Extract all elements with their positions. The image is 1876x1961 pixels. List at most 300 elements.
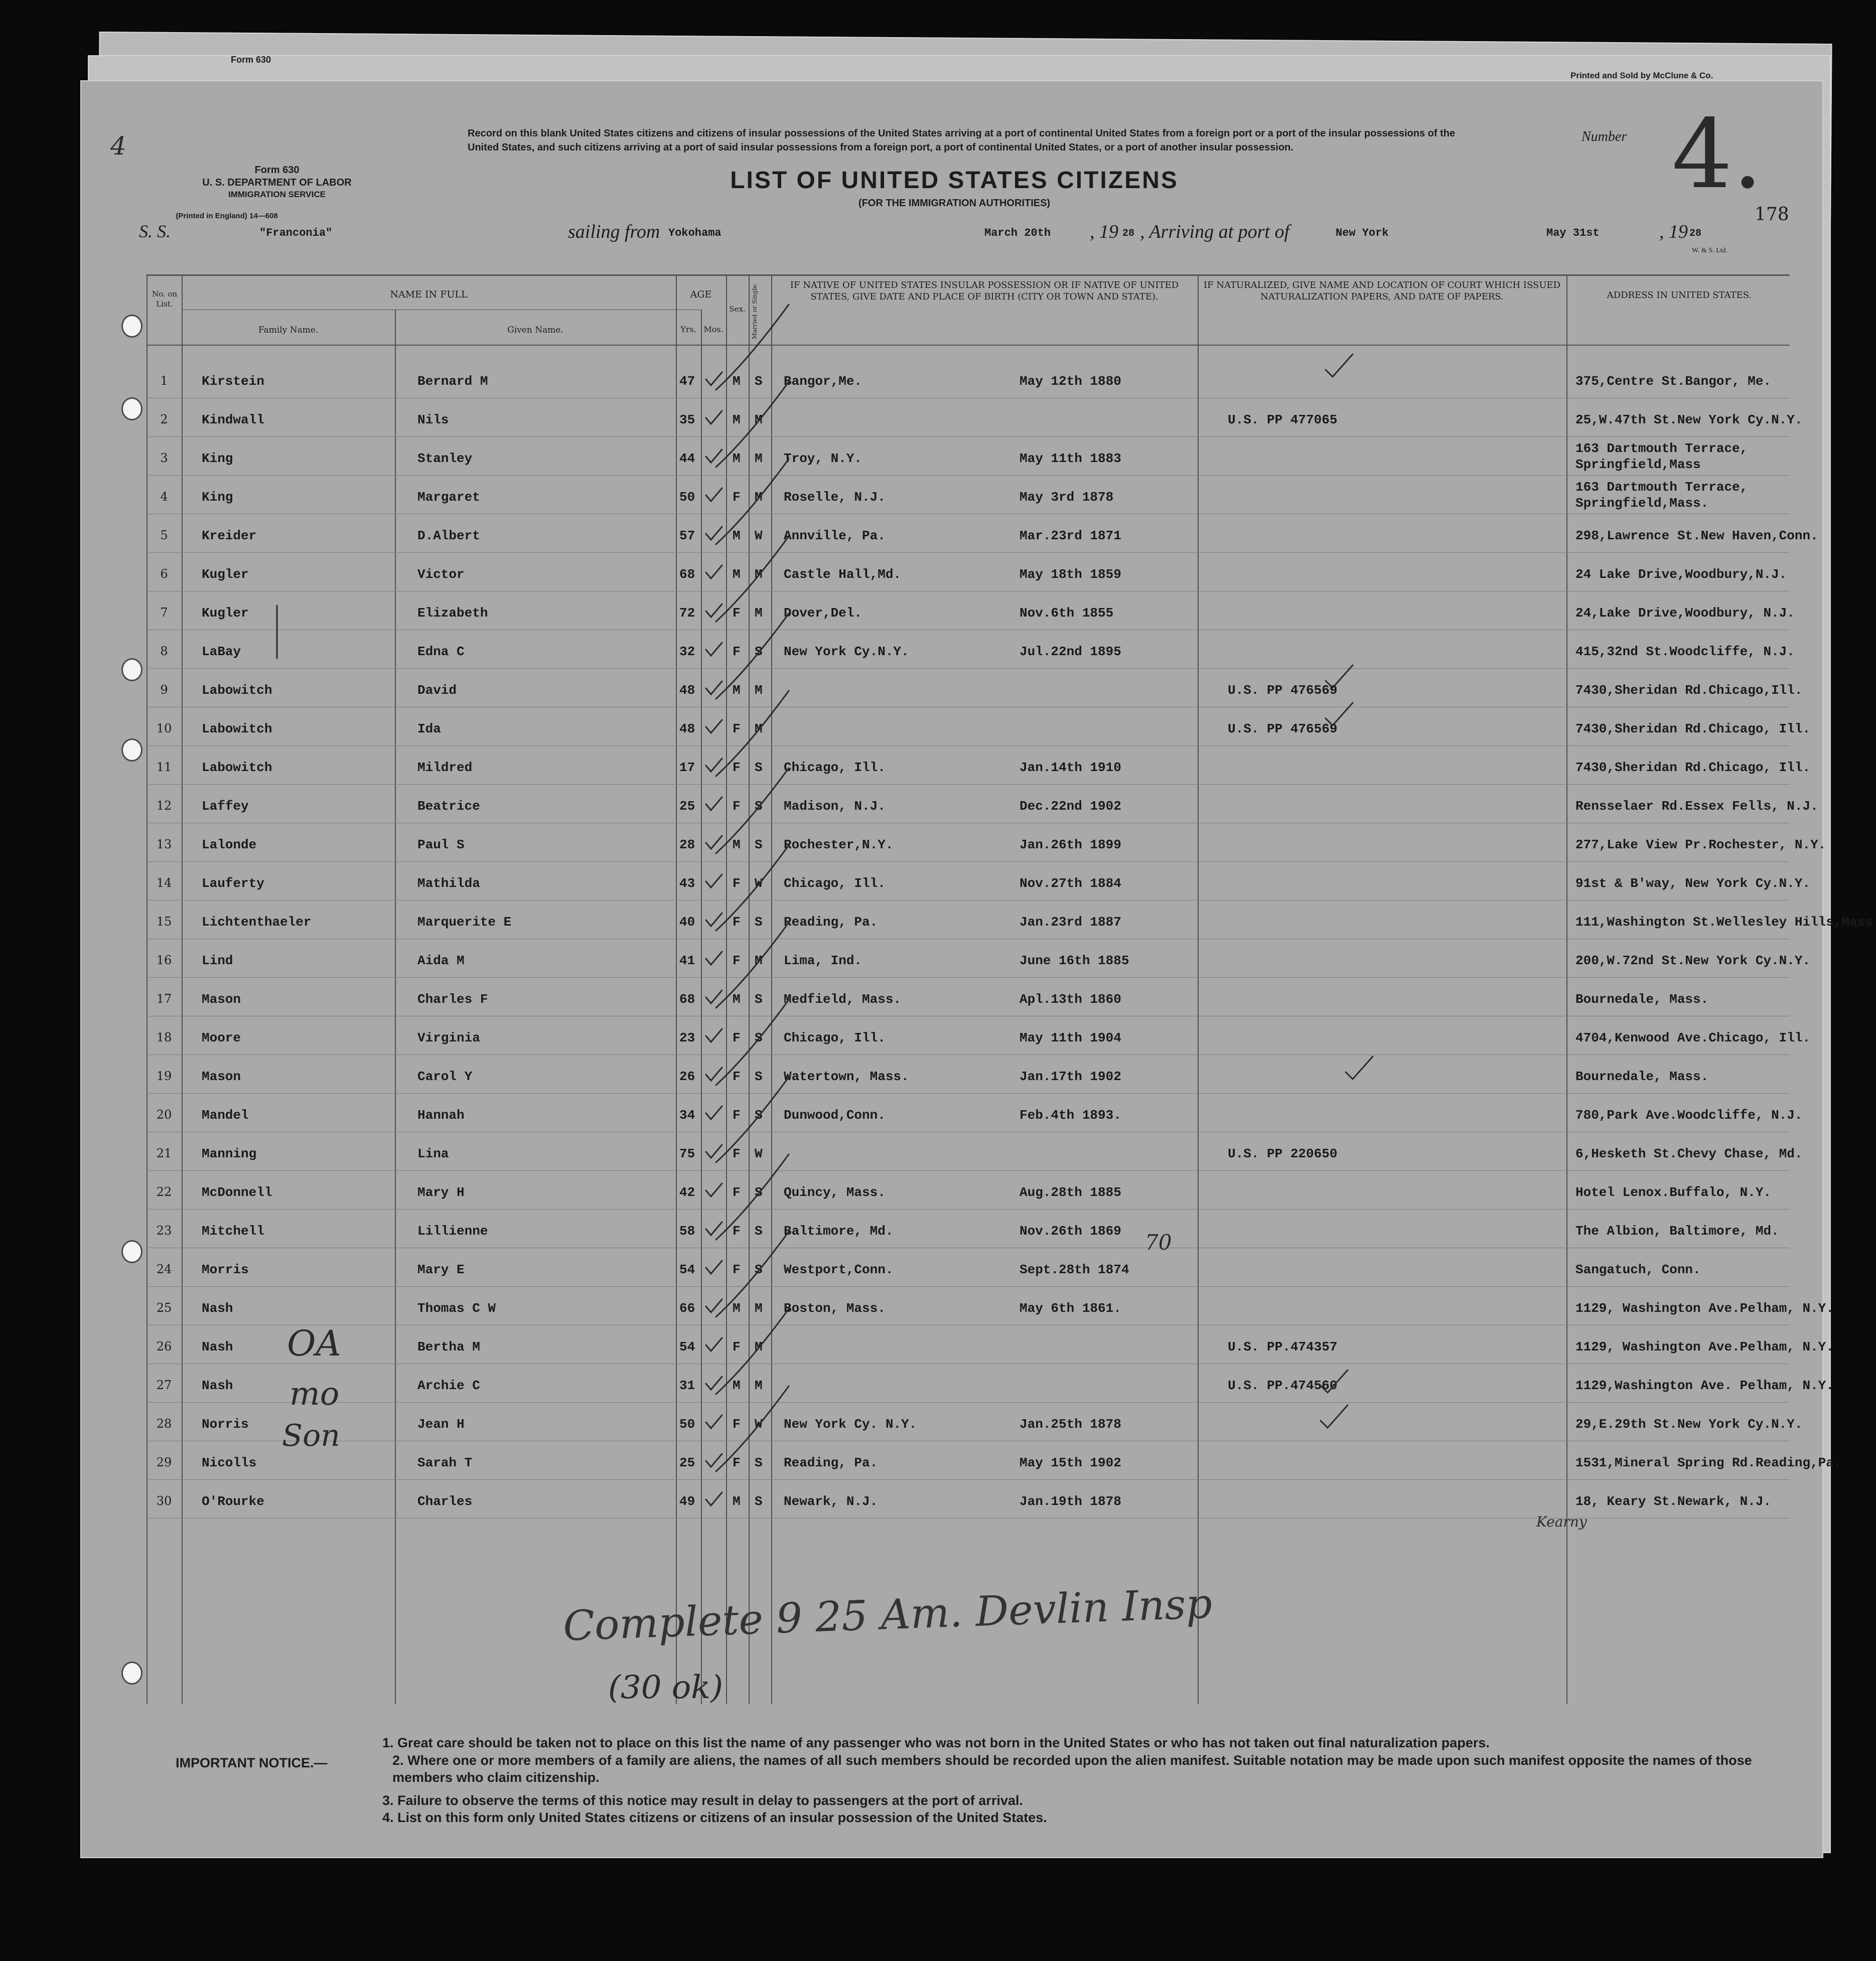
age-years: 49 [679, 1494, 695, 1509]
birth-date: May 18th 1859 [1020, 567, 1121, 582]
row-number: 28 [156, 1417, 172, 1431]
sex: M [733, 1301, 741, 1316]
sex: F [733, 1417, 741, 1432]
family-name: Mason [202, 1069, 241, 1084]
address: 415,32nd St.Woodcliffe, N.J. [1575, 644, 1795, 659]
given-name: David [417, 683, 457, 698]
departure-date: March 20th [984, 227, 1051, 239]
col-age: AGE [690, 289, 712, 300]
naturalization-check [1326, 703, 1353, 725]
sex: F [733, 953, 741, 968]
given-name: Bernard M [417, 374, 488, 389]
marital-status: M [755, 953, 763, 968]
nash-26-note: mo [290, 1376, 340, 1413]
count-note: (30 ok) [608, 1669, 724, 1706]
address: 780,Park Ave.Woodcliffe, N.J. [1575, 1108, 1803, 1123]
given-name: Charles F [417, 992, 488, 1007]
address: 25,W.47th St.New York Cy.N.Y. [1575, 412, 1803, 427]
naturalization: U.S. PP.474357 [1228, 1339, 1338, 1354]
verification-stroke [716, 1386, 789, 1471]
address: 7430,Sheridan Rd.Chicago,Ill. [1575, 683, 1803, 698]
row-number: 2 [160, 412, 168, 426]
sex: M [733, 837, 741, 852]
col-address: ADDRESS IN UNITED STATES. [1607, 290, 1752, 300]
address-line-2: Springfield,Mass [1575, 457, 1701, 472]
verification-stroke [716, 305, 789, 390]
family-name: Morris [202, 1262, 249, 1277]
page-title: LIST OF UNITED STATES CITIZENS [730, 167, 1179, 194]
row-tick-mark [706, 1222, 722, 1235]
address: 24 Lake Drive,Woodbury,N.J. [1575, 567, 1787, 582]
row-number: 21 [156, 1146, 172, 1160]
address: 18, Keary St.Newark, N.J. [1575, 1494, 1772, 1509]
sex: F [733, 606, 741, 621]
row-number: 13 [156, 837, 172, 851]
row30-mark: Kearny [1536, 1514, 1587, 1530]
marital-status: S [755, 1185, 763, 1200]
number-value: 4. [1672, 99, 1763, 210]
birth-date: Jan.23rd 1887 [1020, 915, 1121, 930]
address: 7430,Sheridan Rd.Chicago, Ill. [1575, 760, 1811, 775]
birth-date: Apl.13th 1860 [1020, 992, 1121, 1007]
birth-place: Reading, Pa. [784, 915, 878, 930]
row-tick-mark [706, 372, 722, 385]
address: 4704,Kenwood Ave.Chicago, Ill. [1575, 1030, 1811, 1045]
marital-status: S [755, 1224, 763, 1239]
marital-status: M [755, 567, 763, 582]
address: 375,Centre St.Bangor, Me. [1575, 374, 1772, 389]
birth-date: May 12th 1880 [1020, 374, 1121, 389]
sex: F [733, 1030, 741, 1045]
given-name: Beatrice [417, 799, 480, 814]
row-number: 25 [156, 1301, 172, 1315]
departure-year-prefix: , 19 [1090, 221, 1118, 242]
row-tick-mark [706, 488, 722, 501]
row-number: 1 [160, 374, 168, 388]
row-tick-mark [706, 1183, 722, 1196]
naturalization: U.S. PP 476569 [1228, 721, 1338, 736]
row-number: 3 [160, 451, 168, 465]
row-number: 4 [160, 490, 168, 504]
verification-stroke [716, 614, 789, 699]
verification-stroke [716, 1154, 789, 1240]
col-no: No. on List. [152, 289, 178, 309]
address: 7430,Sheridan Rd.Chicago, Ill. [1575, 721, 1811, 736]
sex: F [733, 1146, 741, 1161]
notice-item-3: 3. Failure to observe the terms of this notice may result in delay to passengers at the port of arrival. [382, 1793, 1023, 1808]
given-name: Jean H [417, 1417, 465, 1432]
age-years: 35 [679, 412, 695, 427]
birth-place: Troy, N.Y. [784, 451, 862, 466]
age-years: 57 [679, 528, 695, 543]
naturalization-check [1326, 354, 1353, 377]
sex: M [733, 374, 741, 389]
marital-status: S [755, 1455, 763, 1470]
family-name: O'Rourke [202, 1494, 264, 1509]
sex: M [733, 683, 741, 698]
row-number: 29 [156, 1455, 172, 1469]
naturalization-check [1346, 1057, 1373, 1079]
given-name: Nils [417, 412, 449, 427]
col-given: Given Name. [507, 325, 563, 335]
col-birth: IF NATIVE OF UNITED STATES INSULAR POSSESSION OR IF NATIVE OF UNITED STATES, GIVE DATE AND PLACE OF BIRTH (CITY OR TOWN AND STATE). [790, 280, 1179, 303]
row-number: 18 [156, 1030, 172, 1044]
family-name: McDonnell [202, 1185, 272, 1200]
address: Rensselaer Rd.Essex Fells, N.J. [1575, 799, 1818, 814]
given-name: Margaret [417, 490, 480, 505]
given-name: Elizabeth [417, 606, 488, 621]
row-tick-mark [706, 1106, 722, 1119]
marital-status: M [755, 721, 763, 736]
given-name: Mary E [417, 1262, 465, 1277]
sex: F [733, 1108, 741, 1123]
row-tick-mark [706, 681, 722, 694]
verification-stroke [716, 1077, 789, 1162]
family-name: King [202, 451, 233, 466]
row-number: 23 [156, 1224, 172, 1238]
given-name: Mildred [417, 760, 473, 775]
given-name: Bertha M [417, 1339, 480, 1354]
family-name: Kirstein [202, 374, 264, 389]
given-name: Carol Y [417, 1069, 473, 1084]
under-form-number: Form 630 [231, 55, 271, 65]
sex: F [733, 490, 741, 505]
row-tick-mark [706, 604, 722, 617]
verification-stroke [716, 845, 789, 931]
col-naturalized: IF NATURALIZED, GIVE NAME AND LOCATION OF COURT WHICH ISSUED NATURALIZATION PAPERS, AND DATE OF PAPERS. [1203, 280, 1561, 303]
row-tick-mark [706, 449, 722, 463]
verification-stroke [716, 768, 789, 853]
form-number: Form 630 [254, 165, 300, 176]
birth-place: Dover,Del. [784, 606, 862, 621]
col-name-in-full: NAME IN FULL [390, 289, 468, 300]
marital-status: W [755, 528, 763, 543]
given-name: Victor [417, 567, 465, 582]
marital-status: M [755, 412, 763, 427]
birth-place: Castle Hall,Md. [784, 567, 902, 582]
age-years: 34 [679, 1108, 695, 1123]
age-years: 68 [679, 992, 695, 1007]
address: 163 Dartmouth Terrace, [1575, 441, 1748, 456]
marital-status: S [755, 915, 763, 930]
given-name: Lina [417, 1146, 449, 1161]
naturalization: U.S. PP 477065 [1228, 412, 1338, 427]
birth-place: Roselle, N.J. [784, 490, 886, 505]
given-name: Hannah [417, 1108, 465, 1123]
age-years: 17 [679, 760, 695, 775]
marital-status: M [755, 1301, 763, 1316]
address: Hotel Lenox.Buffalo, N.Y. [1575, 1185, 1772, 1200]
sex: F [733, 1224, 741, 1239]
marital-status: M [755, 683, 763, 698]
arrival-year: 28 [1689, 228, 1702, 239]
address: 1129,Washington Ave. Pelham, N.Y. [1575, 1378, 1834, 1393]
col-sex: Sex. [729, 305, 746, 314]
birth-place: Boston, Mass. [784, 1301, 886, 1316]
given-name: Sarah T [417, 1455, 473, 1470]
birth-place: Baltimore, Md. [784, 1224, 894, 1239]
marital-status: S [755, 1069, 763, 1084]
marital-status: S [755, 1108, 763, 1123]
sex: F [733, 876, 741, 891]
marital-status: M [755, 606, 763, 621]
family-name: Nash [202, 1339, 233, 1354]
birth-place: Watertown, Mass. [784, 1069, 909, 1084]
marital-status: M [755, 1339, 763, 1354]
row-tick-mark [706, 643, 722, 656]
marital-status: W [755, 1417, 763, 1432]
age-years: 58 [679, 1224, 695, 1239]
given-name: Ida [417, 721, 441, 736]
notice-item-4: 4. List on this form only United States citizens or citizens of an insular possession of the United States. [382, 1810, 1047, 1825]
given-name: Stanley [417, 451, 473, 466]
verification-stroke [716, 536, 789, 622]
row-tick-mark [706, 565, 722, 578]
family-name: Kindwall [202, 412, 264, 427]
row-tick-mark [706, 720, 722, 733]
marital-status: M [755, 1378, 763, 1393]
age-years: 50 [679, 1417, 695, 1432]
marital-status: S [755, 837, 763, 852]
address: Bournedale, Mass. [1575, 992, 1709, 1007]
row-tick-mark [706, 1492, 722, 1505]
marital-status: S [755, 644, 763, 659]
birth-date: Dec.22nd 1902 [1020, 799, 1121, 814]
row-number: 16 [156, 953, 172, 967]
address: 24,Lake Drive,Woodbury, N.J. [1575, 606, 1795, 621]
family-name: Nash [202, 1301, 233, 1316]
birth-date: Jan.19th 1878 [1020, 1494, 1121, 1509]
birth-date: Jan.26th 1899 [1020, 837, 1121, 852]
verification-stroke [716, 923, 789, 1008]
age-years: 40 [679, 915, 695, 930]
address: Bournedale, Mass. [1575, 1069, 1709, 1084]
age-years: 25 [679, 1455, 695, 1470]
birth-place: Dunwood,Conn. [784, 1108, 886, 1123]
departure-year: 28 [1122, 228, 1135, 239]
row-number: 6 [160, 567, 168, 581]
row-number: 7 [160, 606, 168, 620]
row-tick-mark [706, 913, 722, 926]
birth-date: Nov.27th 1884 [1020, 876, 1121, 891]
birth-place: Bangor,Me. [784, 374, 862, 389]
birth-place: Madison, N.J. [784, 799, 886, 814]
family-name: Norris [202, 1417, 249, 1432]
family-name: King [202, 490, 233, 505]
marital-status: S [755, 1262, 763, 1277]
nash-27-note: Son [282, 1418, 340, 1453]
manifest-page [80, 80, 1873, 1858]
marital-status: S [755, 760, 763, 775]
printed-in: (Printed in England) 14—608 [176, 212, 278, 220]
verification-stroke [716, 1309, 789, 1394]
family-name: Mandel [202, 1108, 249, 1123]
family-name: Lalonde [202, 837, 257, 852]
age-years: 54 [679, 1262, 695, 1277]
birth-place: Annville, Pa. [784, 528, 886, 543]
address: 6,Hesketh St.Chevy Chase, Md. [1575, 1146, 1803, 1161]
birth-date: May 3rd 1878 [1020, 490, 1114, 505]
age-years: 75 [679, 1146, 695, 1161]
naturalization-check [1326, 665, 1353, 688]
birth-place: Newark, N.J. [784, 1494, 878, 1509]
birth-date: Sept.28th 1874 [1020, 1262, 1129, 1277]
row-tick-mark [706, 411, 722, 424]
row-tick-mark [706, 797, 722, 810]
age-years: 23 [679, 1030, 695, 1045]
row-tick-mark [706, 1145, 722, 1158]
birth-date: May 6th 1861. [1020, 1301, 1121, 1316]
row-number: 20 [156, 1108, 172, 1122]
number-label: Number [1581, 129, 1627, 144]
row-number: 17 [156, 992, 172, 1006]
row-number: 11 [156, 760, 172, 774]
marital-status: M [755, 451, 763, 466]
age-years: 72 [679, 606, 695, 621]
address: 1129, Washington Ave.Pelham, N.Y. [1575, 1301, 1834, 1316]
sex: F [733, 1455, 741, 1470]
page-subtitle: (FOR THE IMMIGRATION AUTHORITIES) [858, 198, 1051, 209]
col-mos: Mos. [703, 325, 724, 334]
row22-mark: 70 [1145, 1230, 1172, 1255]
notice-item-2: 2. Where one or more members of a family are aliens, the names of all such members should be recorded upon the alien manifest. Suitable notation may be made upon such manifest opposite the names of those members who claim citizenship. [392, 1753, 1752, 1785]
verification-stroke [716, 382, 789, 467]
address-line-2: Springfield,Mass. [1575, 496, 1709, 511]
verification-stroke [716, 691, 789, 776]
ws-ltd: W. & S. Ltd. [1692, 247, 1728, 254]
row-tick-mark [706, 1338, 722, 1351]
address: 298,Lawrence St.New Haven,Conn. [1575, 528, 1818, 543]
given-name: D.Albert [417, 528, 480, 543]
age-years: 68 [679, 567, 695, 582]
address: Sangatuch, Conn. [1575, 1262, 1701, 1277]
row-tick-mark [706, 1261, 722, 1274]
row-tick-mark [706, 759, 722, 772]
address: The Albion, Baltimore, Md. [1575, 1224, 1779, 1239]
birth-date: Nov.6th 1855 [1020, 606, 1114, 621]
age-years: 54 [679, 1339, 695, 1354]
sex: F [733, 1339, 741, 1354]
row-tick-mark [706, 1299, 722, 1312]
family-name: Kreider [202, 528, 257, 543]
family-name: Nash [202, 1378, 233, 1393]
row-number: 24 [156, 1262, 172, 1276]
age-years: 48 [679, 683, 695, 698]
given-name: Marquerite E [417, 915, 512, 930]
arrival-port: New York [1336, 227, 1389, 239]
family-name: Nicolls [202, 1455, 257, 1470]
age-years: 50 [679, 490, 695, 505]
birth-place: Reading, Pa. [784, 1455, 878, 1470]
row-number: 15 [156, 915, 172, 929]
birth-date: Jan.14th 1910 [1020, 760, 1121, 775]
family-name: Labowitch [202, 760, 272, 775]
marital-status: S [755, 1030, 763, 1045]
birth-date: Jan.25th 1878 [1020, 1417, 1121, 1432]
marital-status: S [755, 992, 763, 1007]
birth-date: May 11th 1904 [1020, 1030, 1121, 1045]
family-name: Lind [202, 953, 233, 968]
sex: F [733, 799, 741, 814]
birth-place: Medfield, Mass. [784, 992, 902, 1007]
sex: F [733, 721, 741, 736]
age-years: 42 [679, 1185, 695, 1200]
age-years: 43 [679, 876, 695, 891]
address: 163 Dartmouth Terrace, [1575, 480, 1748, 495]
birth-place: Westport,Conn. [784, 1262, 894, 1277]
birth-date: Jul.22nd 1895 [1020, 644, 1121, 659]
row-tick-mark [706, 952, 722, 965]
birth-date: Aug.28th 1885 [1020, 1185, 1121, 1200]
given-name: Aida M [417, 953, 465, 968]
given-name: Thomas C W [417, 1301, 496, 1316]
age-years: 31 [679, 1378, 695, 1393]
naturalization-check [1321, 1405, 1348, 1428]
address: 111,Washington St.Wellesley Hills,Mass [1575, 915, 1873, 930]
row-number: 14 [156, 876, 172, 890]
marital-status: M [755, 490, 763, 505]
family-name: Mitchell [202, 1224, 264, 1239]
col-family: Family Name. [258, 325, 319, 335]
intro-text: Record on this blank United States citizens and citizens of insular possessions of the United States arriving at a port of continental United States from a foreign port or a port of the insular possessions of the United States, and such citizens arriving at a port of said insular possessions from a foreign port, a port of continental United States, or a port of another insular possession. [468, 128, 1456, 153]
address: 200,W.72nd St.New York Cy.N.Y. [1575, 953, 1811, 968]
row-number: 26 [156, 1339, 172, 1353]
given-name: Charles [417, 1494, 473, 1509]
address: 91st & B'way, New York Cy.N.Y. [1575, 876, 1811, 891]
naturalization: U.S. PP 476569 [1228, 683, 1338, 698]
margin-note: 4 [110, 131, 126, 161]
given-name: Mary H [417, 1185, 465, 1200]
notice-item-1: 1. Great care should be taken not to place on this list the name of any passenger who was not born in the United States or who has not taken out final naturalization papers. [382, 1735, 1490, 1750]
sex: M [733, 1494, 741, 1509]
row-tick-mark [706, 1377, 722, 1390]
naturalization-check [1321, 1370, 1348, 1393]
age-years: 47 [679, 374, 695, 389]
printed-by: Printed and Sold by McClune & Co. [1570, 71, 1713, 80]
sex: M [733, 528, 741, 543]
verification-stroke [716, 1000, 789, 1085]
given-name: Archie C [417, 1378, 480, 1393]
family-name: Labowitch [202, 721, 272, 736]
given-name: Paul S [417, 837, 465, 852]
naturalization: U.S. PP.474560 [1228, 1378, 1338, 1393]
sex: M [733, 412, 741, 427]
complete-note: Complete 9 25 Am. Devlin Insp [562, 1580, 1213, 1650]
birth-date: May 15th 1902 [1020, 1455, 1121, 1470]
row-tick-mark [706, 874, 722, 887]
birth-place: Rochester,N.Y. [784, 837, 894, 852]
row-number: 22 [156, 1185, 172, 1199]
marital-status: W [755, 1146, 763, 1161]
marital-status: S [755, 1494, 763, 1509]
nash-25-note: OA [287, 1323, 341, 1364]
row-number: 5 [160, 528, 168, 542]
col-married: Married or Single. [751, 282, 758, 339]
arriving-label: , Arriving at port of [1140, 221, 1290, 242]
family-name: Mason [202, 992, 241, 1007]
arrival-date: May 31st [1546, 227, 1600, 239]
sex: F [733, 760, 741, 775]
ship-name: "Franconia" [259, 227, 333, 239]
given-name: Virginia [417, 1030, 480, 1045]
birth-place: Chicago, Ill. [784, 760, 886, 775]
birth-place: Chicago, Ill. [784, 1030, 886, 1045]
sex: M [733, 567, 741, 582]
age-years: 26 [679, 1069, 695, 1084]
birth-place: New York Cy. N.Y. [784, 1417, 917, 1432]
col-yrs: Yrs. [680, 325, 696, 334]
given-name: Edna C [417, 644, 465, 659]
